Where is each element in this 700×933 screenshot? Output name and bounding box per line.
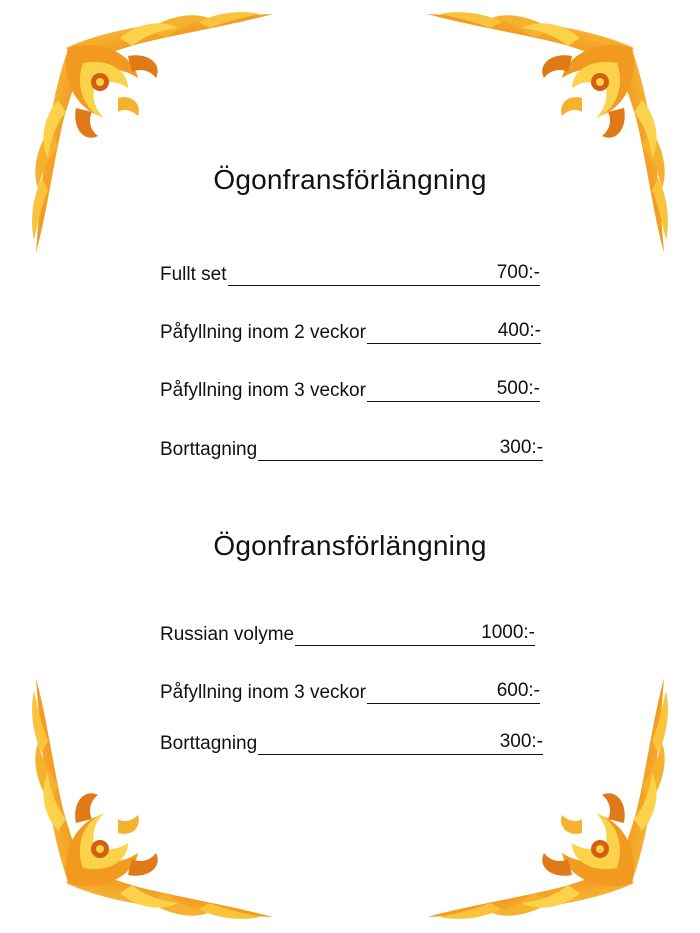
service-price: 600:- xyxy=(496,680,540,701)
service-price: 400:- xyxy=(497,320,541,341)
service-name: Borttagning xyxy=(160,439,258,460)
price-list-item xyxy=(160,731,543,755)
service-name: Påfyllning inom 3 veckor xyxy=(160,380,366,401)
service-price: 1000:- xyxy=(481,622,535,643)
price-leader-line xyxy=(295,622,535,646)
price-list-item xyxy=(160,262,540,286)
price-leader-line xyxy=(228,262,540,286)
price-leader-line xyxy=(367,680,540,704)
price-leader-line xyxy=(258,437,543,461)
section-title-1: Ögonfransförlängning xyxy=(213,164,487,195)
price-leader-line xyxy=(367,378,540,402)
service-price: 300:- xyxy=(499,731,543,752)
price-list-item xyxy=(160,437,543,461)
service-name: Fullt set xyxy=(160,264,227,285)
floral-corner-top-right-icon xyxy=(402,8,672,268)
price-list-item xyxy=(160,622,535,646)
price-list-item xyxy=(160,320,541,344)
service-name: Borttagning xyxy=(160,733,258,754)
service-name: Påfyllning inom 2 veckor xyxy=(160,322,366,343)
price-list-item xyxy=(160,378,540,402)
price-leader-line xyxy=(367,320,541,344)
price-leader-line xyxy=(258,731,543,755)
service-price: 500:- xyxy=(496,378,540,399)
service-price: 300:- xyxy=(499,437,543,458)
service-price: 700:- xyxy=(496,262,540,283)
service-name: Påfyllning inom 3 veckor xyxy=(160,682,366,703)
price-list-item xyxy=(160,680,540,704)
floral-corner-top-left-icon xyxy=(28,8,298,268)
service-name: Russian volyme xyxy=(160,624,295,645)
section-title-2: Ögonfransförlängning xyxy=(213,530,487,561)
